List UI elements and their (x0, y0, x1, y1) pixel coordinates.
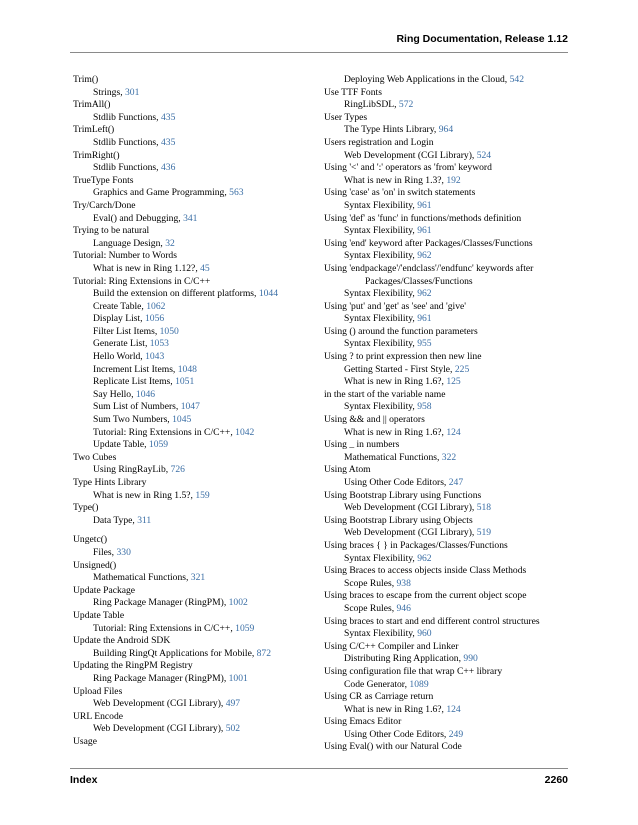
index-subentry (324, 553, 570, 566)
index-term: TrimLeft() (73, 124, 115, 136)
index-term: Type Hints Library (73, 477, 147, 488)
subentry-text: Stdlib Functions, (93, 136, 161, 148)
index-term: Using 'put' and 'get' as 'see' and 'give' (324, 300, 466, 312)
index-term: Upload Files (73, 685, 123, 697)
header-rule (70, 52, 568, 53)
index-term-continuation: Packages/Classes/Functions (365, 275, 473, 287)
index-term: Tutorial: Ring Extensions in C/C++ (73, 275, 211, 287)
page-link[interactable]: 45 (200, 262, 210, 274)
index-subentry (73, 427, 313, 440)
index-subentry (324, 427, 570, 440)
subentry-text: Distributing Ring Application, (344, 653, 464, 665)
index-subentry (73, 351, 313, 364)
index-subentry (73, 572, 313, 585)
index-subentry (324, 502, 570, 515)
page-link[interactable]: 32 (165, 237, 175, 249)
page-link[interactable]: 124 (446, 703, 461, 715)
index-term: Using braces { } in Packages/Classes/Functions (324, 539, 508, 551)
subentry-text: Mathematical Functions, (344, 451, 442, 463)
subentry-text: Sum Two Numbers, (93, 414, 173, 426)
index-term: Using CR as Carriage return (324, 691, 434, 703)
page-link[interactable]: 192 (446, 174, 461, 186)
page-link[interactable]: 1043 (145, 351, 165, 363)
page-link[interactable]: 1048 (177, 363, 197, 375)
running-header-title: Ring Documentation, Release 1.12 (396, 33, 568, 45)
index-term: Try/Carch/Done (73, 199, 136, 211)
index-subentry (73, 515, 313, 528)
index-subentry (73, 673, 313, 686)
page-link[interactable]: 1059 (148, 439, 169, 451)
index-term: Update Table (73, 609, 125, 621)
page-link[interactable]: 960 (417, 628, 432, 640)
index-subentry (324, 376, 570, 389)
index-term: Using ? to print expression then new line (324, 351, 482, 363)
page-link[interactable]: 518 (476, 502, 492, 514)
index-subentry (73, 597, 313, 610)
page-link[interactable]: 961 (417, 225, 432, 237)
index-subentry (324, 704, 570, 717)
index-subentry (73, 401, 313, 414)
index-term: URL Encode (73, 710, 123, 722)
index-term: Using Eval() with our Natural Code (324, 741, 462, 753)
page-link[interactable]: 311 (137, 514, 152, 526)
index-subentry (324, 74, 570, 87)
subentry-text: What is new in Ring 1.6?, (344, 426, 447, 438)
index-term: Using configuration file that wrap C++ library (324, 665, 503, 677)
page-link[interactable]: 1059 (235, 622, 255, 634)
index-subentry (73, 464, 313, 477)
subentry-text: Syntax Flexibility, (344, 552, 418, 564)
page-link[interactable]: 1042 (235, 426, 255, 438)
page-link[interactable]: 1056 (144, 313, 165, 325)
index-subentry (324, 477, 570, 490)
index-subentry (324, 313, 570, 326)
subentry-text: Filter List Items, (93, 325, 160, 337)
subentry-text: Strings, (93, 86, 125, 98)
footer-page-number: 2260 (544, 774, 568, 786)
subentry-text: Web Development (CGI Library), (344, 527, 477, 539)
subentry-text: Ring Package Manager (RingPM), (93, 672, 229, 684)
subentry-text: Deploying Web Applications in the Cloud, (344, 74, 510, 85)
index-subentry (324, 150, 570, 163)
page-link[interactable]: 1051 (175, 376, 195, 388)
index-term: Using && and || operators (324, 414, 425, 426)
page-link[interactable]: 962 (417, 250, 432, 262)
page-link[interactable]: 1050 (159, 325, 179, 337)
index-subentry (73, 162, 313, 175)
page-link[interactable]: 159 (195, 489, 210, 501)
index-subentry (324, 200, 570, 213)
index-term: Using _ in numbers (324, 439, 400, 451)
index-subentry (324, 338, 570, 351)
index-subentry (73, 288, 313, 301)
index-term: in the start of the variable name (324, 388, 446, 400)
subentry-text: What is new in Ring 1.6?, (344, 376, 447, 388)
index-subentry (73, 376, 313, 389)
index-term: Using braces to escape from the current object scope (324, 590, 527, 602)
index-subentry (73, 213, 313, 226)
index-term: Users registration and Login (324, 136, 434, 148)
index-subentry (324, 225, 570, 238)
page-link[interactable]: 872 (256, 647, 272, 659)
index-subentry (73, 238, 313, 251)
footer-section-label: Index (70, 774, 98, 786)
subentry-text: Tutorial: Ring Extensions in C/C++, (93, 622, 236, 634)
page-link[interactable]: 726 (170, 464, 185, 476)
page-link[interactable]: 962 (417, 288, 432, 300)
index-subentry (324, 124, 570, 137)
index-subentry (73, 389, 313, 402)
index-subentry (73, 439, 313, 452)
index-term: Ungetc() (73, 534, 108, 546)
index-term: Using Bootstrap Library using Functions (324, 489, 482, 501)
index-term: Using Braces to access objects inside Class Methods (324, 565, 527, 577)
index-subentry (73, 547, 313, 560)
subentry-text: Web Development (CGI Library), (93, 698, 226, 710)
page-link[interactable]: 249 (448, 728, 464, 740)
subentry-text: Mathematical Functions, (93, 572, 191, 584)
subentry-text: Using Other Code Editors, (344, 477, 449, 488)
index-column-left (73, 74, 313, 748)
index-term: Update Package (73, 584, 136, 596)
index-term: Using Atom (324, 464, 371, 476)
subentry-text: Web Development (CGI Library), (344, 149, 477, 161)
subentry-text: Sum List of Numbers, (93, 401, 181, 413)
index-subentry (324, 603, 570, 616)
page-link[interactable]: 961 (417, 313, 432, 325)
page-link[interactable]: 1047 (180, 401, 200, 413)
index-subentry (73, 623, 313, 636)
subentry-text: Update Table, (93, 439, 149, 451)
index-term: Trying to be natural (73, 225, 150, 237)
index-subentry (324, 452, 570, 465)
index-subentry (73, 187, 313, 200)
index-subentry (324, 653, 570, 666)
subentry-text: Scope Rules, (344, 602, 397, 614)
subentry-text: Stdlib Functions, (93, 111, 161, 123)
index-subentry (324, 364, 570, 377)
page-link[interactable]: 436 (160, 162, 176, 174)
index-term: Update the Android SDK (73, 635, 171, 647)
subentry-text: Eval() and Debugging, (93, 212, 184, 224)
subentry-text: Files, (93, 546, 117, 558)
subentry-text: Building RingQt Applications for Mobile, (93, 647, 257, 659)
page-link[interactable]: 1001 (228, 672, 248, 684)
page-link[interactable]: 990 (463, 653, 478, 665)
index-subentry (73, 364, 313, 377)
page-link[interactable]: 563 (229, 187, 244, 199)
page-link[interactable]: 435 (160, 111, 176, 123)
index-subentry (73, 723, 313, 736)
page-link[interactable]: 961 (417, 199, 432, 211)
index-term: Use TTF Fonts (324, 86, 382, 98)
subentry-text: Syntax Flexibility, (344, 628, 418, 640)
index-subentry (73, 263, 313, 276)
index-term: User Types (324, 111, 368, 123)
subentry-text: Syntax Flexibility, (344, 338, 418, 350)
page-link[interactable]: 225 (454, 363, 470, 375)
page-link[interactable]: 247 (448, 477, 464, 488)
index-subentry (73, 137, 313, 150)
subentry-text: Web Development (CGI Library), (344, 502, 477, 514)
subentry-text: What is new in Ring 1.5?, (93, 489, 196, 501)
page-link[interactable]: 524 (476, 149, 492, 161)
index-subentry (324, 527, 570, 540)
subentry-text: Say Hello, (93, 388, 136, 400)
footer-rule (70, 768, 568, 769)
index-term: Type() (73, 502, 99, 514)
index-term: Using Emacs Editor (324, 716, 402, 728)
subentry-text: Create Table, (93, 300, 147, 312)
subentry-text: Hello World, (93, 351, 146, 363)
subentry-text: Stdlib Functions, (93, 162, 161, 174)
subentry-text: Language Design, (93, 237, 166, 249)
page-link[interactable]: 572 (398, 99, 414, 111)
subentry-text: Web Development (CGI Library), (93, 723, 226, 735)
index-term: Updating the RingPM Registry (73, 660, 193, 672)
page-link[interactable]: 435 (160, 136, 176, 148)
subentry-text: Graphics and Game Programming, (93, 187, 230, 199)
page-link[interactable]: 1044 (258, 288, 279, 300)
page-link[interactable]: 964 (438, 124, 454, 136)
subentry-text: Syntax Flexibility, (344, 225, 418, 237)
index-subentry (324, 679, 570, 692)
index-column-right (324, 74, 570, 754)
index-term: Using 'case' as 'on' in switch statements (324, 187, 476, 199)
index-subentry (73, 326, 313, 339)
subentry-text: Scope Rules, (344, 577, 397, 589)
page-link[interactable]: 962 (417, 552, 432, 564)
subentry-text: Getting Started - First Style, (344, 363, 455, 375)
index-term: Using 'endpackage'/'endclass'/'endfunc' keywords after (324, 262, 534, 274)
subentry-text: Code Generator, (344, 678, 410, 690)
subentry-text: Ring Package Manager (RingPM), (93, 597, 229, 609)
page-link[interactable]: 1002 (228, 597, 248, 609)
index-term: Using '<' and ':' operators as 'from' keyword (324, 162, 492, 174)
page-link[interactable]: 125 (446, 376, 461, 388)
page-link[interactable]: 519 (476, 527, 492, 539)
index-term: TrimRight() (73, 149, 120, 161)
subentry-text: What is new in Ring 1.12?, (93, 262, 201, 274)
subentry-text: What is new in Ring 1.3?, (344, 174, 447, 186)
page-link[interactable]: 958 (417, 401, 432, 413)
index-term: TrimAll() (73, 99, 111, 111)
index-subentry (324, 288, 570, 301)
index-subentry (324, 401, 570, 414)
page-link[interactable]: 1045 (172, 414, 192, 426)
index-term: Two Cubes (73, 451, 117, 463)
index-subentry (73, 313, 313, 326)
index-term: Using 'end' keyword after Packages/Classes/Functions (324, 237, 533, 249)
page-link[interactable]: 321 (190, 572, 206, 584)
page-link[interactable]: 341 (183, 212, 198, 224)
subentry-text: Syntax Flexibility, (344, 288, 418, 300)
page-link[interactable]: 502 (225, 723, 241, 735)
subentry-text: Syntax Flexibility, (344, 401, 418, 413)
subentry-text: Tutorial: Ring Extensions in C/C++, (93, 426, 236, 438)
page-link[interactable]: 1062 (146, 300, 166, 312)
subentry-text: Display List, (93, 313, 145, 325)
index-subentry (73, 414, 313, 427)
page-link[interactable]: 1046 (135, 388, 156, 400)
page-link[interactable]: 124 (446, 426, 461, 438)
subentry-text: Generate List, (93, 338, 150, 350)
index-subentry (324, 729, 570, 742)
page-link[interactable]: 301 (125, 86, 140, 98)
page-link[interactable]: 955 (417, 338, 432, 350)
index-term: Using braces to start and end different control structures (324, 615, 540, 627)
index-term: Using C/C++ Compiler and Linker (324, 640, 459, 652)
index-subentry (73, 338, 313, 351)
subentry-text: Data Type, (93, 514, 138, 526)
page-link[interactable]: 497 (225, 698, 241, 710)
index-subentry (324, 578, 570, 591)
subentry-text: Syntax Flexibility, (344, 199, 418, 211)
subentry-text: RingLibSDL, (344, 99, 399, 111)
subentry-text: Using RingRayLib, (93, 464, 171, 476)
index-subentry (324, 175, 570, 188)
page-link[interactable]: 946 (396, 602, 411, 614)
index-subentry (73, 698, 313, 711)
index-subentry (73, 87, 313, 100)
subentry-text: The Type Hints Library, (344, 124, 439, 136)
subentry-text: Replicate List Items, (93, 376, 176, 388)
index-term: Using Bootstrap Library using Objects (324, 514, 473, 526)
page-link[interactable]: 322 (441, 451, 457, 463)
page-link[interactable]: 1089 (409, 678, 429, 690)
index-subentry (73, 112, 313, 125)
index-subentry (324, 250, 570, 263)
index-subentry (324, 99, 570, 112)
subentry-text: What is new in Ring 1.6?, (344, 703, 447, 715)
index-term: Trim() (73, 74, 99, 85)
page-link[interactable]: 938 (396, 577, 411, 589)
index-term: Usage (73, 735, 97, 747)
index-subentry (73, 490, 313, 503)
subentry-text: Increment List Items, (93, 363, 178, 375)
page-link[interactable]: 1053 (149, 338, 169, 350)
index-subentry (73, 301, 313, 314)
subentry-text: Build the extension on different platforms, (93, 288, 259, 300)
index-subentry (324, 628, 570, 641)
subentry-text: Using Other Code Editors, (344, 728, 449, 740)
page-link[interactable]: 330 (116, 546, 131, 558)
index-subentry (73, 648, 313, 661)
index-term: Tutorial: Number to Words (73, 250, 177, 262)
index-term: TrueType Fonts (73, 174, 134, 186)
index-term: Unsigned() (73, 559, 117, 571)
subentry-text: Syntax Flexibility, (344, 313, 418, 325)
page-link[interactable]: 542 (509, 74, 524, 85)
index-term: Using 'def' as 'func' in functions/methods definition (324, 212, 522, 224)
subentry-text: Syntax Flexibility, (344, 250, 418, 262)
index-term: Using () around the function parameters (324, 325, 478, 337)
